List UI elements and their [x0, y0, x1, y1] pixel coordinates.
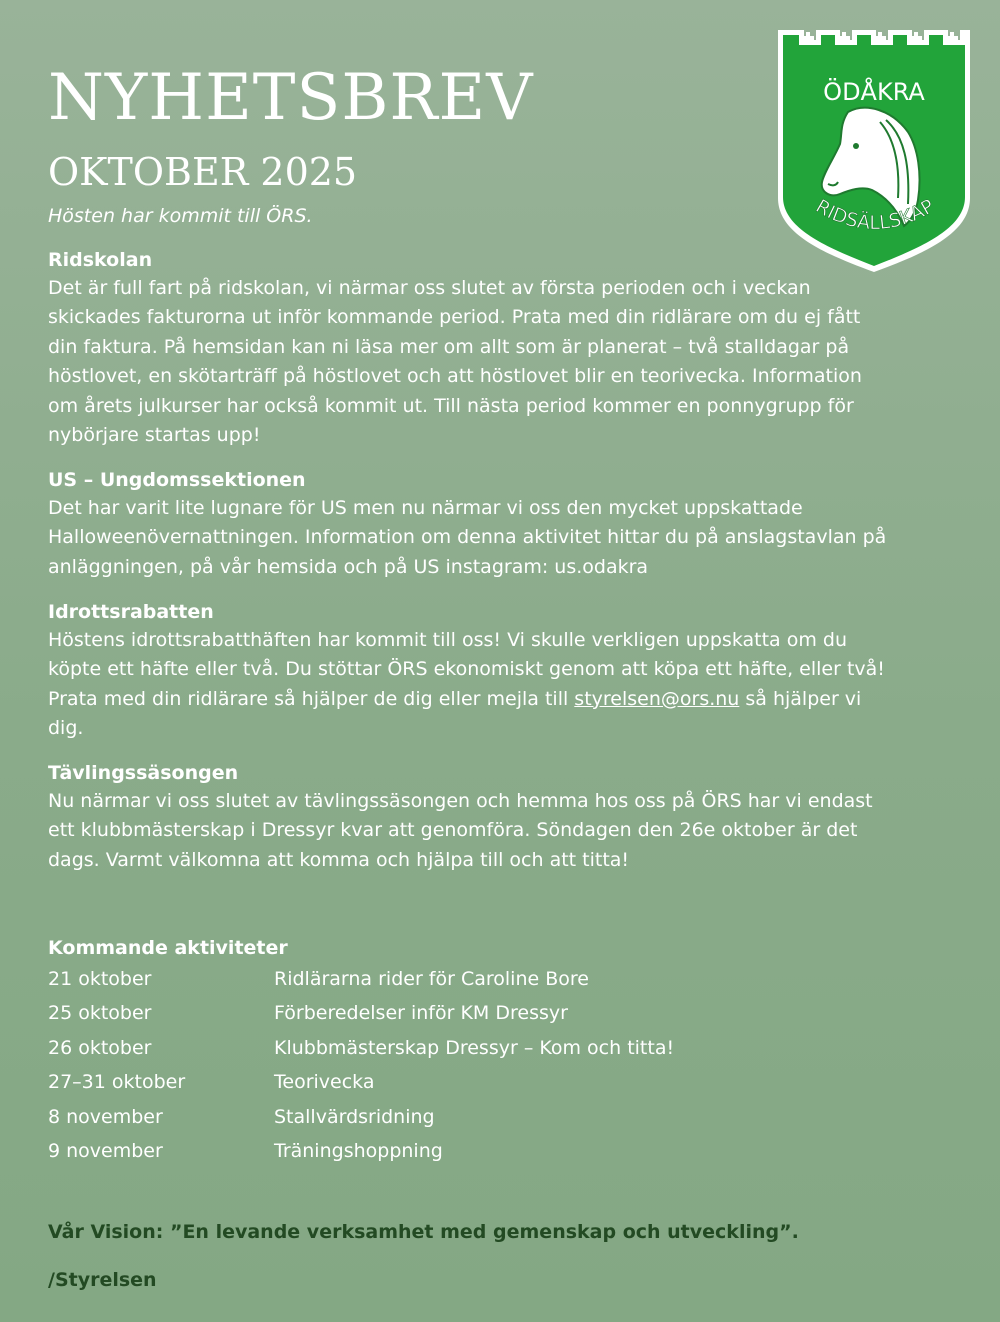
- newsletter-title: NYHETSBREV: [48, 61, 534, 135]
- activity-row: [48, 1031, 958, 1065]
- activity-event: Klubbmästerskap Dressyr – Kom och titta!: [274, 1036, 675, 1059]
- activity-event: Förberedelser inför KM Dressyr: [274, 1002, 568, 1025]
- section-heading: Ridskolan: [48, 249, 153, 271]
- activity-row: [48, 996, 958, 1030]
- section-heading: Tävlingssäsongen: [48, 762, 239, 784]
- club-logo: [776, 28, 972, 274]
- section-text: Nu närmar vi oss slutet av tävlingssäsongen och hemma hos oss på ÖRS har vi endast ett klubbmästerskap i Dressyr kvar att genomföra. Söndagen den 26e oktober är det dags. Varmt välkomna att komma och hjälpa till och att titta!: [48, 790, 873, 871]
- activity-date: 8 november: [48, 1105, 163, 1128]
- activity-row: [48, 1065, 958, 1099]
- activity-date: 25 oktober: [48, 1002, 152, 1025]
- section-text: Det är full fart på ridskolan, vi närmar oss slutet av första perioden och i veckan skickades fakturorna ut inför kommande period. Prata med din ridlärare om du ej fått din faktura. På hemsidan kan ni läsa mer om allt som är planerat – två stalldagar på höstlovet, en skötarträff på höstlovet och att höstlovet blir en teorivecka. Information om årets julkurser har också kommit ut. Till nästa period kommer en ponnygrupp för nybörjare startas upp!: [48, 277, 862, 447]
- email-link[interactable]: styrelsen@ors.nu: [574, 687, 740, 710]
- section-idrottsrabatten: [48, 598, 958, 744]
- activities-heading: Kommande aktiviteter: [48, 937, 288, 959]
- vision-statement: Vår Vision: ”En levande verksamhet med gemenskap och utveckling”.: [48, 1221, 799, 1243]
- activity-date: 26 oktober: [48, 1036, 152, 1059]
- section-ridskolan: [48, 246, 958, 450]
- activity-date: 21 oktober: [48, 968, 152, 990]
- section-text: Höstens idrottsrabatthäften har kommit till oss! Vi skulle verkligen uppskatta om du köpte ett häfte eller två. Du stöttar ÖRS ekonomiskt genom att köpa ett häfte, eller två! Prata med din ridlärare så hjälper de dig eller mejla till styrelsen@ors.nu så hjälper vi dig.: [48, 629, 885, 740]
- section-heading: US – Ungdomssektionen: [48, 469, 306, 491]
- upcoming-activities: [48, 934, 958, 1168]
- signature: /Styrelsen: [48, 1269, 157, 1291]
- activity-event: Träningshoppning: [274, 1140, 443, 1163]
- activity-date: 9 november: [48, 1140, 163, 1163]
- activity-row: [48, 1134, 958, 1168]
- logo-bottom-text: RIDSÄLLSKAP: [811, 195, 939, 235]
- activity-row: [48, 1100, 958, 1134]
- activity-row: [48, 962, 958, 996]
- activity-event: Ridlärarna rider för Caroline Bore: [274, 968, 589, 990]
- activity-date: 27–31 oktober: [48, 1071, 186, 1094]
- logo-top-text: ÖDÅKRA: [823, 78, 925, 106]
- tagline: Hösten har kommit till ÖRS.: [48, 205, 313, 227]
- section-tavlingssasongen: [48, 759, 958, 875]
- section-ungdomssektionen: [48, 466, 958, 582]
- section-heading: Idrottsrabatten: [48, 601, 214, 623]
- section-text: Det har varit lite lugnare för US men nu närmar vi oss den mycket uppskattade Halloweenövernattningen. Information om denna aktivitet hittar du på anslagstavlan på anläggningen, på vår hemsida och på US instagram: us.odakra: [48, 497, 887, 578]
- activity-event: Teorivecka: [274, 1071, 375, 1094]
- activity-event: Stallvärdsridning: [274, 1105, 435, 1128]
- newsletter-date: OKTOBER 2025: [48, 150, 358, 194]
